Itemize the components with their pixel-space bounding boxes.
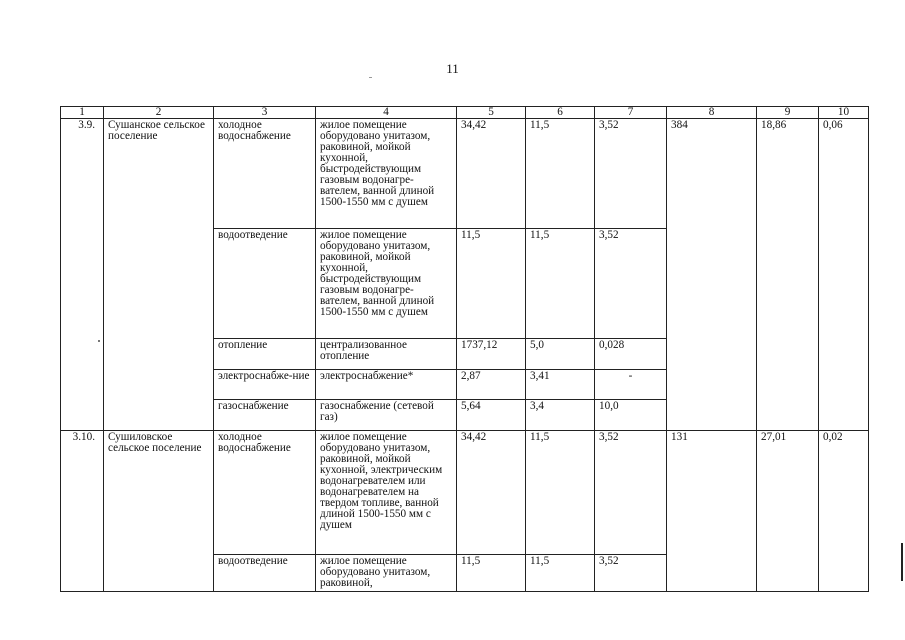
column-number: 1 [61,107,104,119]
column-number: 10 [819,107,869,119]
service-description: жилое помещение оборудовано унитазом, раковиной, мойкой кухонной, быстродействующим газовым водонагре-вателем, ванной длиной 1500-1550 мм с душем [316,119,457,229]
value-col7: 3,52 [595,555,667,592]
value-col6: 11,5 [526,431,595,555]
value-col7: 0,028 [595,339,667,370]
service-name: электроснабже-ние [214,370,316,400]
value-col8: 131 [667,431,757,592]
value-col5: 2,87 [457,370,526,400]
section-number: 3.10. [61,431,104,592]
value-col9: 18,86 [757,119,819,431]
value-col6: 3,4 [526,400,595,431]
service-description: газоснабжение (сетевой газ) [316,400,457,431]
settlement-name: Сушанское сельское поселение [104,119,214,431]
table-row [61,431,869,555]
value-col5: 11,5 [457,555,526,592]
value-col10: 0,02 [819,431,869,592]
value-col7: 10,0 [595,400,667,431]
scan-speck [369,77,372,78]
service-name: газоснабжение [214,400,316,431]
value-col7: - [595,370,667,400]
value-col7: 3,52 [595,229,667,339]
tariff-table [60,106,869,592]
value-col9: 27,01 [757,431,819,592]
column-number: 9 [757,107,819,119]
margin-mark [901,543,903,581]
column-number: 7 [595,107,667,119]
value-col6: 11,5 [526,119,595,229]
column-number-row [61,107,869,119]
value-col6: 11,5 [526,229,595,339]
service-description: жилое помещение оборудовано унитазом, раковиной, мойкой кухонной, электрическим водонагревателем или водонагревателем на твердом топливе, ванной длиной 1500-1550 мм с душем [316,431,457,555]
value-col5: 34,42 [457,431,526,555]
column-number: 3 [214,107,316,119]
service-name: водоотведение [214,229,316,339]
service-name: холодное водоснабжение [214,119,316,229]
service-description: электроснабжение* [316,370,457,400]
column-number: 2 [104,107,214,119]
value-col6: 3,41 [526,370,595,400]
value-col10: 0,06 [819,119,869,431]
column-number: 8 [667,107,757,119]
service-name: водоотведение [214,555,316,592]
service-description: централизованное отопление [316,339,457,370]
value-col6: 11,5 [526,555,595,592]
value-col7: 3,52 [595,431,667,555]
value-col8: 384 [667,119,757,431]
column-number: 5 [457,107,526,119]
value-col5: 1737,12 [457,339,526,370]
value-col5: 34,42 [457,119,526,229]
service-name: отопление [214,339,316,370]
page-number: 11 [446,61,459,76]
column-number: 4 [316,107,457,119]
settlement-name: Сушиловское сельское поселение [104,431,214,592]
service-description: жилое помещение оборудовано унитазом, раковиной, [316,555,457,592]
column-number: 6 [526,107,595,119]
value-col7: 3,52 [595,119,667,229]
value-col5: 5,64 [457,400,526,431]
value-col6: 5,0 [526,339,595,370]
section-number: 3.9. [61,119,104,431]
value-col5: 11,5 [457,229,526,339]
service-name: холодное водоснабжение [214,431,316,555]
table-row [61,119,869,229]
service-description: жилое помещение оборудовано унитазом, раковиной, мойкой кухонной, быстродействующим газовым водонагре-вателем, ванной длиной 1500-1550 мм с душем [316,229,457,339]
